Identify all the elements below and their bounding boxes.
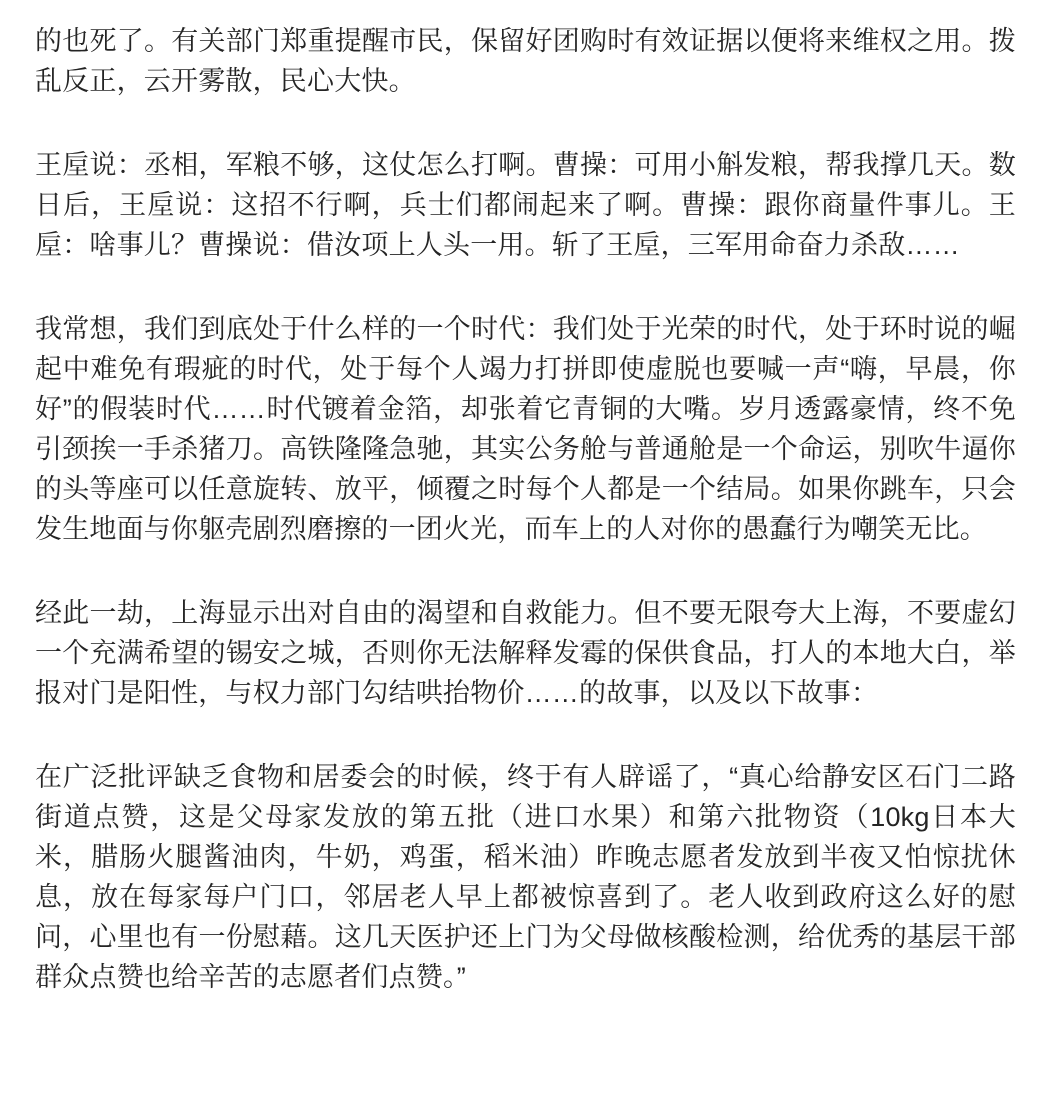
paragraph-3: 我常想，我们到底处于什么样的一个时代：我们处于光荣的时代，处于环时说的崛起中难免有瑕疵的时代，处于每个人竭力打拼即使虚脱也要喊一声“嗨，早晨，你好”的假装时代……时代镀着金箔，却张着它青铜的大嘴。岁月透露豪情，终不免引颈挨一手杀猪刀。高铁隆隆急驰，其实公务舱与普通舱是一个命运，别吹牛逼你的头等座可以任意旋转、放平，倾覆之时每个人都是一个结局。如果你跳车，只会发生地面与你躯壳剧烈磨擦的一团火光，而车上的人对你的愚蠢行为嘲笑无比。 — [35, 314, 1016, 544]
paragraph-4: 经此一劫，上海显示出对自由的渴望和自救能力。但不要无限夸大上海，不要虚幻一个充满希望的锡安之城，否则你无法解释发霉的保供食品，打人的本地大白，举报对门是阳性，与权力部门勾结哄抬物价……的故事，以及以下故事： — [35, 598, 1016, 708]
paragraph-1: 的也死了。有关部门郑重提醒市民，保留好团购时有效证据以便将来维权之用。拨乱反正，云开雾散，民心大快。 — [35, 26, 1016, 96]
paragraph-5: 在广泛批评缺乏食物和居委会的时候，终于有人辟谣了，“真心给静安区石门二路街道点赞，这是父母家发放的第五批（进口水果）和第六批物资（10kg日本大米，腊肠火腿酱油肉，牛奶，鸡蛋，稻米油）昨晚志愿者发放到半夜又怕惊扰休息，放在每家每户门口，邻居老人早上都被惊喜到了。老人收到政府这么好的慰问，心里也有一份慰藉。这几天医护还上门为父母做核酸检测，给优秀的基层干部群众点赞也给辛苦的志愿者们点赞。” — [35, 762, 1016, 992]
paragraph-2: 王垕说：丞相，军粮不够，这仗怎么打啊。曹操：可用小斛发粮，帮我撑几天。数日后，王垕说：这招不行啊，兵士们都闹起来了啊。曹操：跟你商量件事儿。王垕：啥事儿？曹操说：借汝项上人头一用。斩了王垕，三军用命奋力杀敌…… — [35, 150, 1016, 260]
